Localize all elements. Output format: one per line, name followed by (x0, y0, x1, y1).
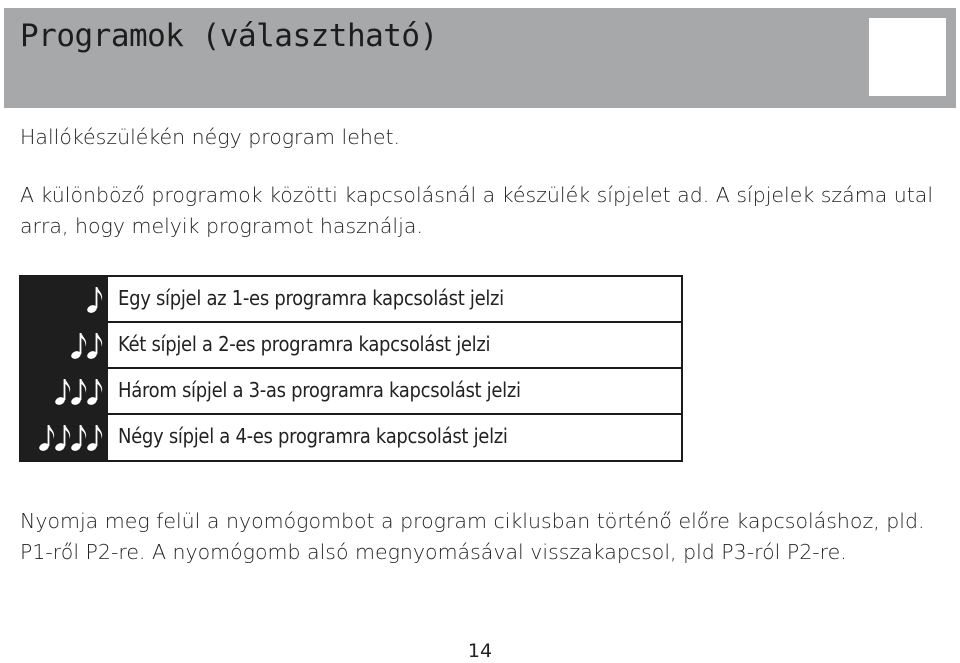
note-group (54, 369, 104, 415)
page-number: 14 (467, 640, 493, 662)
table-row (108, 323, 681, 369)
section-header (4, 8, 956, 108)
footer-paragraph (20, 506, 925, 568)
note-group (38, 415, 104, 461)
note-group (86, 277, 104, 323)
eighth-note-icon (70, 379, 86, 406)
footer-line-2: P1-ről P2-re. A nyomógomb alsó megnyomásával visszakapcsol, pld P3-ról P2-re. (20, 540, 847, 564)
eighth-note-icon (86, 287, 102, 314)
note-icon-column (21, 277, 108, 460)
description-line-1: A különböző programok közötti kapcsolásnál a készülék sípjelet ad. A sípjelek száma utal (20, 183, 934, 207)
description-paragraph (20, 180, 933, 242)
row-text: Négy sípjel a 4-es programra kapcsolást jelzi (118, 424, 508, 448)
page-title: Programok (választható) (20, 18, 438, 54)
row-text: Két sípjel a 2-es programra kapcsolást jelzi (118, 332, 491, 356)
table-row (108, 277, 681, 323)
eighth-note-icon (54, 379, 70, 406)
eighth-note-icon (54, 425, 70, 452)
intro-paragraph: Hallókészülékén négy program lehet. (20, 125, 401, 149)
footer-line-1: Nyomja meg felül a nyomógombot a program ciklusban történő előre kapcsoláshoz, pld. (20, 509, 925, 533)
header-image-placeholder (869, 18, 946, 96)
eighth-note-icon (86, 333, 102, 360)
row-text: Három sípjel a 3-as programra kapcsolást jelzi (118, 378, 521, 402)
eighth-note-icon (38, 425, 54, 452)
eighth-note-icon (86, 379, 102, 406)
description-line-2: arra, hogy melyik programot használja. (20, 214, 423, 238)
eighth-note-icon (70, 425, 86, 452)
table-row (108, 415, 681, 461)
beep-signal-table (19, 275, 683, 462)
table-row (108, 369, 681, 415)
row-text: Egy sípjel az 1-es programra kapcsolást jelzi (118, 286, 504, 310)
eighth-note-icon (86, 425, 102, 452)
note-group (70, 323, 104, 369)
eighth-note-icon (70, 333, 86, 360)
